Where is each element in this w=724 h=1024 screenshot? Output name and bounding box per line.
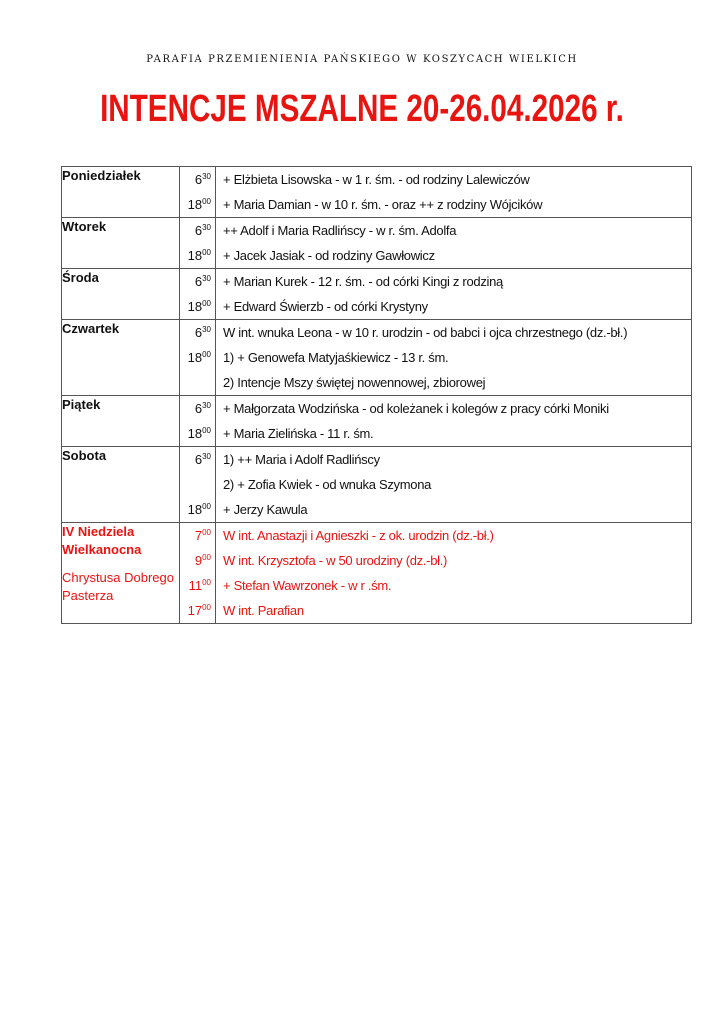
mass-time — [180, 192, 215, 217]
day-cell — [62, 396, 180, 447]
mass-time-hour: 6 — [194, 172, 203, 187]
mass-time-hour: 18 — [187, 426, 203, 441]
time-cell — [180, 447, 216, 523]
day-name: IV Niedziela Wielkanocna — [62, 524, 142, 557]
intention-text: + Małgorzata Wodzińska - od koleżanek i kolegów z pracy córki Moniki — [223, 401, 609, 416]
intentions-cell — [216, 320, 692, 396]
parish-header: PARAFIA PRZEMIENIENIA PAŃSKIEGO W KOSZYCACH WIELKICH — [146, 54, 578, 65]
mass-time-minute: 00 — [202, 528, 211, 537]
mass-time — [180, 269, 215, 294]
mass-time-minute: 00 — [202, 603, 211, 612]
intention-text: + Jerzy Kawula — [223, 502, 308, 517]
mass-intentions-table — [61, 166, 692, 624]
mass-time-hour: 6 — [194, 452, 203, 467]
mass-time-hour: 18 — [187, 350, 203, 365]
day-name: Piątek — [62, 397, 101, 412]
mass-time-minute: 00 — [202, 248, 211, 257]
day-cell — [62, 320, 180, 396]
mass-time — [180, 345, 215, 370]
intentions-cell — [216, 396, 692, 447]
intentions-cell — [216, 218, 692, 269]
day-cell — [62, 447, 180, 523]
time-cell — [180, 167, 216, 218]
intention-text: W int. wnuka Leona - w 10 r. urodzin - od babci i ojca chrzestnego (dz.-bł.) — [223, 325, 628, 340]
mass-time — [180, 370, 215, 395]
mass-time — [180, 472, 215, 497]
intention-text: 1) ++ Maria i Adolf Radlińscy — [223, 452, 380, 467]
mass-time — [180, 598, 215, 623]
intention-text: W int. Parafian — [223, 603, 304, 618]
mass-time-hour: 18 — [187, 197, 203, 212]
intention-text: + Maria Zielińska - 11 r. śm. — [223, 426, 374, 441]
mass-time-minute: 30 — [202, 325, 211, 334]
mass-time — [180, 523, 215, 548]
time-cell — [180, 269, 216, 320]
mass-time-minute: 00 — [202, 426, 211, 435]
mass-time-hour: 11 — [188, 578, 203, 593]
intentions-cell — [216, 447, 692, 523]
intention-text: 2) + Zofia Kwiek - od wnuka Szymona — [223, 477, 432, 492]
time-cell — [180, 396, 216, 447]
intention-text: + Stefan Wawrzonek - w r .śm. — [223, 578, 392, 593]
mass-time — [180, 421, 215, 446]
day-row — [62, 447, 692, 523]
mass-time — [180, 396, 215, 421]
intention-text: + Jacek Jasiak - od rodziny Gawłowicz — [223, 248, 435, 263]
day-name: Czwartek — [62, 321, 120, 336]
mass-time — [180, 167, 215, 192]
intention-text: 1) + Genowefa Matyjaśkiewicz - 13 r. śm. — [223, 350, 449, 365]
intention-text: W int. Anastazji i Agnieszki - z ok. urodzin (dz.-bł.) — [223, 528, 494, 543]
mass-time-minute: 00 — [202, 578, 211, 587]
mass-time — [180, 548, 215, 573]
intention-text: + Edward Świerzb - od córki Krystyny — [223, 299, 428, 314]
mass-time-minute: 00 — [202, 350, 211, 359]
day-row — [62, 269, 692, 320]
day-name: Sobota — [62, 448, 107, 463]
time-cell — [180, 218, 216, 269]
mass-time-minute: 30 — [202, 172, 211, 181]
mass-time-minute: 00 — [202, 502, 211, 511]
mass-time-minute: 30 — [202, 452, 211, 461]
intentions-cell — [216, 167, 692, 218]
mass-time — [180, 218, 215, 243]
mass-time-minute: 00 — [202, 197, 211, 206]
mass-time-minute: 30 — [202, 401, 211, 410]
day-row — [62, 396, 692, 447]
mass-time-hour: 17 — [187, 603, 203, 618]
intentions-cell — [216, 269, 692, 320]
mass-time-hour: 18 — [187, 299, 203, 314]
mass-time-hour: 18 — [187, 502, 203, 517]
day-row — [62, 167, 692, 218]
intentions-cell — [216, 523, 692, 624]
intention-text: 2) Intencje Mszy świętej nowennowej, zbiorowej — [223, 375, 486, 390]
intention-text: + Elżbieta Lisowska - w 1 r. śm. - od rodziny Lalewiczów — [223, 172, 530, 187]
mass-time-minute: 30 — [202, 274, 211, 283]
mass-time-minute: 30 — [202, 223, 211, 232]
day-cell — [62, 269, 180, 320]
mass-time — [180, 447, 215, 472]
mass-time-hour: 6 — [194, 325, 203, 340]
mass-time-hour: 6 — [194, 223, 203, 238]
day-row — [62, 218, 692, 269]
mass-time-hour: 7 — [194, 528, 203, 543]
mass-time-minute: 00 — [202, 299, 211, 308]
day-cell — [62, 167, 180, 218]
intention-text: W int. Krzysztofa - w 50 urodziny (dz.-bł.) — [223, 553, 448, 568]
mass-time — [180, 573, 215, 598]
day-cell — [62, 218, 180, 269]
page-title: INTENCJE MSZALNE 20-26.04.2026 r. — [100, 88, 624, 130]
day-subtitle: Chrystusa Dobrego Pasterza — [62, 570, 174, 603]
mass-time — [180, 294, 215, 319]
day-name: Poniedziałek — [62, 168, 141, 183]
intention-text: ++ Adolf i Maria Radlińscy - w r. śm. Adolfa — [223, 223, 457, 238]
mass-time-hour: 18 — [187, 248, 203, 263]
day-row — [62, 320, 692, 396]
day-name: Wtorek — [62, 219, 107, 234]
day-name: Środa — [62, 270, 99, 285]
intention-text: + Marian Kurek - 12 r. śm. - od córki Kingi z rodziną — [223, 274, 503, 289]
mass-time-hour: 9 — [194, 553, 203, 568]
intention-text: + Maria Damian - w 10 r. śm. - oraz ++ z rodziny Wójcików — [223, 197, 543, 212]
mass-time-minute: 00 — [202, 553, 211, 562]
time-cell — [180, 523, 216, 624]
mass-time-hour: 6 — [194, 401, 203, 416]
time-cell — [180, 320, 216, 396]
day-cell — [62, 523, 180, 624]
mass-time — [180, 243, 215, 268]
mass-time — [180, 497, 215, 522]
mass-time — [180, 320, 215, 345]
mass-time-hour: 6 — [194, 274, 203, 289]
day-row — [62, 523, 692, 624]
